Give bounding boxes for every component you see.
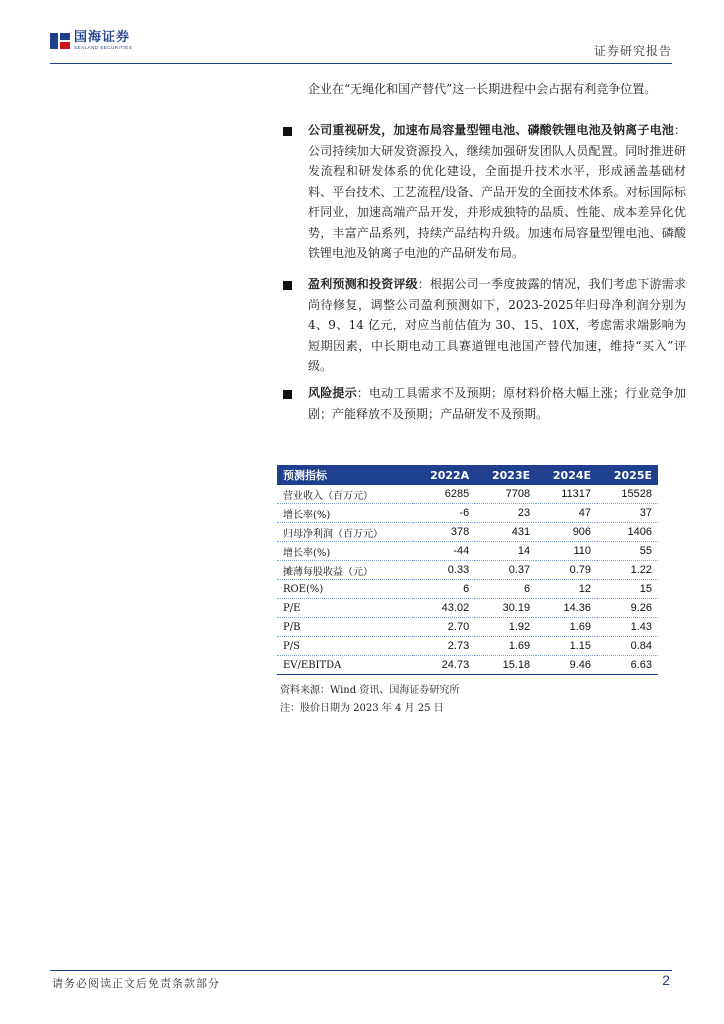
table-row-label: EV/EBITDA <box>277 656 413 675</box>
table-cell: 2.70 <box>413 618 475 637</box>
section-rd-title: 公司重视研发，加速布局容量型锂电池、磷酸铁锂电池及钠离子电池 <box>308 123 674 137</box>
table-cell: -6 <box>413 504 475 523</box>
table-cell: 24.73 <box>413 656 475 675</box>
page-number: 2 <box>662 972 670 988</box>
table-cell: 6 <box>413 580 475 599</box>
bullet-icon <box>283 390 292 399</box>
footer-divider <box>50 970 672 971</box>
table-cell: 43.02 <box>413 599 475 618</box>
table-cell: 0.33 <box>413 561 475 580</box>
table-header-cell: 2024E <box>552 468 592 482</box>
table-row <box>277 485 658 504</box>
table-row-label: P/B <box>277 618 413 637</box>
table-cell: 431 <box>475 523 536 542</box>
table-row <box>277 637 658 656</box>
table-row <box>277 504 658 523</box>
section-forecast-title: 盈利预测和投资评级 <box>308 277 418 291</box>
section-risk-title: 风险提示 <box>308 386 357 400</box>
table-cell: 0.37 <box>475 561 536 580</box>
section-risk <box>308 383 686 424</box>
table-cell: 15.18 <box>475 656 536 675</box>
table-cell: 1.22 <box>597 561 658 580</box>
table-header-row <box>277 465 658 485</box>
table-cell: 30.19 <box>475 599 536 618</box>
table-cell: 15528 <box>597 485 658 504</box>
logo-subtext: SEALAND SECURITIES <box>74 45 133 50</box>
table-cell: 1.15 <box>536 637 597 656</box>
table-row-label: 归母净利润（百万元） <box>277 523 413 542</box>
table-cell: 378 <box>413 523 475 542</box>
section-forecast <box>308 274 686 377</box>
table-cell: 6 <box>475 580 536 599</box>
table-row-label: 营业收入（百万元） <box>277 485 413 504</box>
table-header-cell: 2022A <box>430 468 470 482</box>
table-row <box>277 523 658 542</box>
table-cell: 9.26 <box>597 599 658 618</box>
section-rd-body: ：公司持续加大研发资源投入，继续加强研发团队人员配置。同时推进研发流程和研发体系的优化建设，全面提升技术水平，形成涵盖基础材料、平台技术、工艺流程/设备、产品开发的全面技术体系。对标国际标杆同业，加速高端产品开发，并形成独特的品质、性能、成本差异化优势，丰富产品系列，持续产品结构升级。加速布局容量型锂电池、磷酸铁锂电池及钠离子电池的产品研发布局。 <box>308 123 686 260</box>
table-row-label: 增长率(%) <box>277 542 413 561</box>
table-cell: 47 <box>536 504 597 523</box>
table-cell: 906 <box>536 523 597 542</box>
intro-paragraph: 企业在“无绳化和国产替代”这一长期进程中会占据有利竞争位置。 <box>308 82 657 96</box>
table-note: 注：股价日期为 2023 年 4 月 25 日 <box>280 703 444 714</box>
section-forecast-body: ：根据公司一季度披露的情况，我们考虑下游需求尚待修复，调整公司盈利预测如下，2023-2025年归母净利润分别为 4、9、14 亿元，对应当前估值为 30、15、10X，考虑需求端影响为短期因素，中长期电动工具赛道锂电池国产替代加速，维持“买入”评级。 <box>308 277 686 373</box>
table-cell: 14.36 <box>536 599 597 618</box>
table-cell: 9.46 <box>536 656 597 675</box>
table-cell: 7708 <box>475 485 536 504</box>
table-cell: 23 <box>475 504 536 523</box>
table-row-label: ROE(%) <box>277 580 413 599</box>
table-row <box>277 580 658 599</box>
table-row <box>277 599 658 618</box>
table-cell: 0.79 <box>536 561 597 580</box>
table-cell: 37 <box>597 504 658 523</box>
table-row-label: P/E <box>277 599 413 618</box>
table-row-label: P/S <box>277 637 413 656</box>
table-row <box>277 561 658 580</box>
table-cell: 15 <box>597 580 658 599</box>
table-cell: 1.69 <box>475 637 536 656</box>
table-cell: 55 <box>597 542 658 561</box>
table-cell: -44 <box>413 542 475 561</box>
footer-disclaimer: 请务必阅读正文后免责条款部分 <box>52 977 220 990</box>
bullet-icon <box>283 281 292 290</box>
header-divider <box>50 63 672 64</box>
table-cell: 6285 <box>413 485 475 504</box>
table-cell: 14 <box>475 542 536 561</box>
table-header-cell: 2023E <box>491 468 531 482</box>
table-cell: 1.43 <box>597 618 658 637</box>
logo-mark-icon <box>50 31 70 51</box>
section-rd <box>308 120 686 264</box>
table-cell: 1.69 <box>536 618 597 637</box>
bullet-icon <box>283 127 292 136</box>
table-cell: 0.84 <box>597 637 658 656</box>
table-cell: 6.63 <box>597 656 658 675</box>
table-row <box>277 618 658 637</box>
table-cell: 110 <box>536 542 597 561</box>
logo-text: 国海证券 <box>74 30 131 45</box>
table-cell: 1.92 <box>475 618 536 637</box>
table-cell: 2.73 <box>413 637 475 656</box>
table-cell: 1406 <box>597 523 658 542</box>
table-row <box>277 656 658 675</box>
doc-type-label: 证券研究报告 <box>593 44 672 58</box>
table-row-label: 增长率(%) <box>277 504 413 523</box>
table-header-cell: 2025E <box>613 468 652 482</box>
section-risk-body: ：电动工具需求不及预期；原材料价格大幅上涨；行业竞争加剧；产能释放不及预期；产品研发不及预期。 <box>308 386 686 421</box>
table-source: 资料来源：Wind 资讯、国海证券研究所 <box>280 685 460 696</box>
table-row <box>277 542 658 561</box>
table-cell: 12 <box>536 580 597 599</box>
table-cell: 11317 <box>536 485 597 504</box>
company-logo <box>50 31 132 51</box>
table-row-label: 摊薄每股收益（元） <box>277 561 413 580</box>
forecast-table <box>277 465 658 675</box>
table-header-cell: 预测指标 <box>283 469 327 482</box>
